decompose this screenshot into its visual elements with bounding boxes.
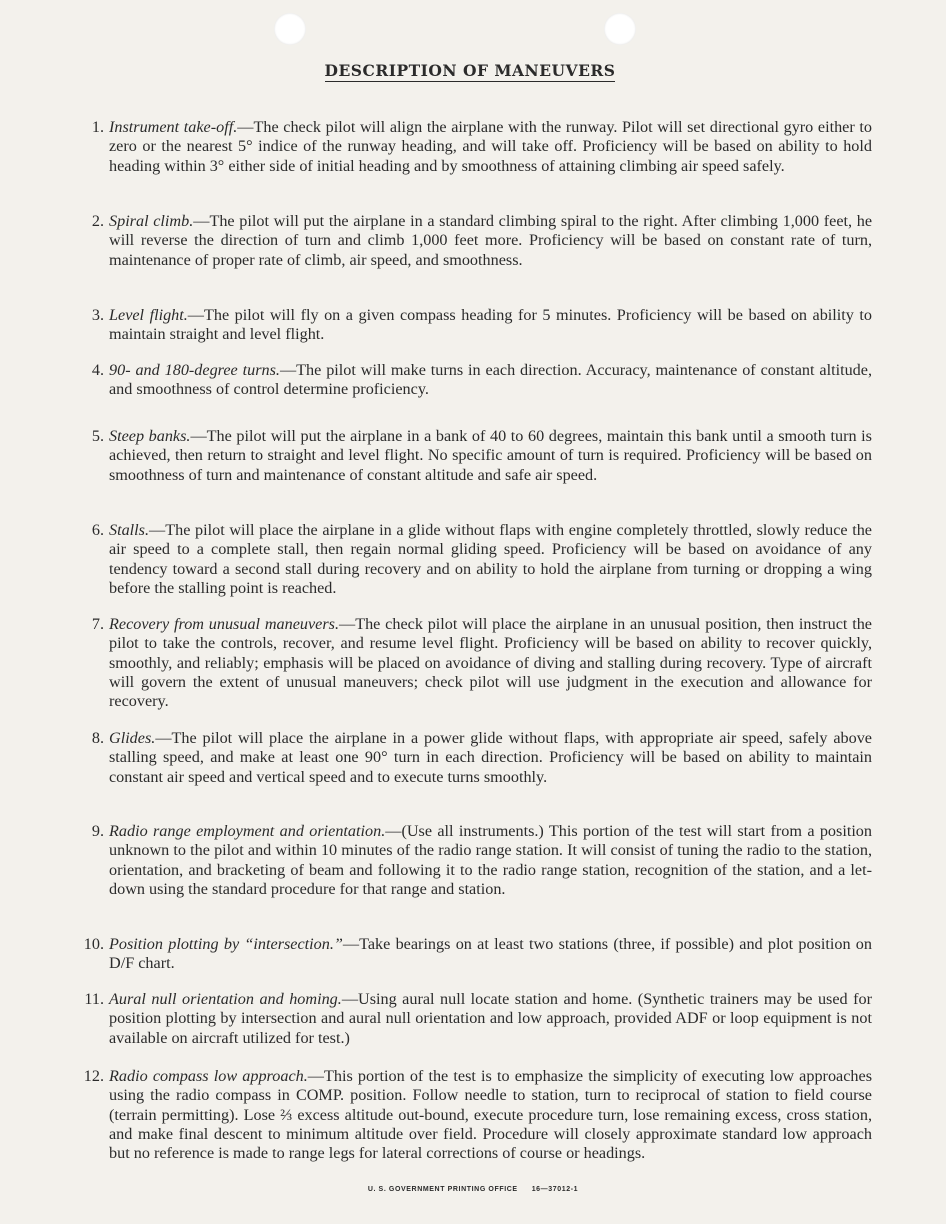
item-number: 3. [91, 306, 104, 324]
item-heading: Stalls. [109, 521, 150, 539]
item-heading: Recovery from unusual maneuvers. [109, 615, 340, 633]
item-heading: Instrument take-off. [109, 118, 238, 136]
item-number: 5. [91, 427, 104, 445]
item-number: 1. [91, 118, 104, 136]
item-number: 12. [83, 1067, 104, 1085]
item-heading: 90- and 180-degree turns. [109, 361, 280, 379]
printer-imprint [0, 1186, 946, 1193]
item-body: —The pilot will place the airplane in a power glide without flaps, with appropriate air speed, safely above stalling speed, and make at least one 90° turn in each direction. Proficiency will be based on ability to maintain constant air speed and vertical speed and to execute turns smoothly. [109, 729, 872, 786]
item-heading: Radio range employment and orientation. [109, 822, 386, 840]
item-body: —Using aural null locate station and home. (Synthetic trainers may be used for position plotting by intersection and aural null orientation and low approach, provided ADF or loop equipment is not available on aircraft utilized for test.) [109, 990, 872, 1047]
printer-name: U. S. GOVERNMENT PRINTING OFFICE [367, 1186, 518, 1193]
item-heading: Glides. [109, 729, 156, 747]
punch-hole-right [604, 13, 636, 45]
item-heading: Position plotting by “intersection.” [109, 935, 343, 953]
item-number: 11. [84, 990, 104, 1008]
maneuver-item [80, 361, 872, 400]
item-number: 2. [91, 212, 104, 230]
item-body: —The pilot will fly on a given compass heading for 5 minutes. Proficiency will be based on ability to maintain straight and level flight. [109, 306, 872, 344]
item-heading: Spiral climb. [109, 212, 194, 230]
item-body: —The pilot will make turns in each direction. Accuracy, maintenance of constant altitude, and smoothness of control determine proficiency. [109, 361, 872, 399]
maneuver-item [80, 990, 872, 1048]
item-heading: Radio compass low approach. [109, 1067, 308, 1085]
item-number: 7. [91, 615, 104, 633]
item-body: —The pilot will put the airplane in a bank of 40 to 60 degrees, maintain this bank until a smooth turn is achieved, then return to straight and level flight. No specific amount of turn is required. Proficiency will be based on smoothness of turn and maintenance of constant altitude and safe air speed. [109, 427, 872, 484]
item-heading: Steep banks. [109, 427, 191, 445]
item-number: 4. [91, 361, 104, 379]
maneuver-item [80, 521, 872, 598]
item-body: —Take bearings on at least two stations (three, if possible) and plot position on D/F chart. [109, 935, 872, 973]
maneuver-item [80, 427, 872, 485]
item-number: 9. [91, 822, 104, 840]
maneuver-item [80, 1067, 872, 1163]
maneuver-item [80, 615, 872, 711]
item-body: —The check pilot will place the airplane in an unusual position, then instruct the pilot to take the controls, recover, and resume level flight. Proficiency will be based on ability to recover quickly, smoothly, and reliably; emphasis will be placed on avoidance of diving and stalling during recovery. Type of aircraft will govern the extent of unusual maneuvers; check pilot will use judgment in the execution and allowance for recovery. [109, 615, 872, 711]
item-heading: Aural null orientation and homing. [109, 990, 342, 1008]
page-title: DESCRIPTION OF MANEUVERS [324, 61, 616, 80]
maneuver-item [80, 729, 872, 787]
maneuver-item [80, 306, 872, 345]
item-number: 6. [91, 521, 104, 539]
item-body: —The check pilot will align the airplane with the runway. Pilot will set directional gyro either to zero or the nearest 5° indice of the runway heading, and will take off. Proficiency will be based on ability to hold heading within 3° either side of initial heading and by smoothness of attaining climbing air speed safely. [109, 118, 872, 175]
item-body: —The pilot will place the airplane in a glide without flaps with engine completely throttled, slowly reduce the air speed to a complete stall, then regain normal gliding speed. Proficiency will be based on avoidance of any tendency toward a second stall during recovery and on ability to hold the airplane from turning or dropping a wing before the stalling point is reached. [109, 521, 872, 597]
maneuver-item [80, 118, 872, 176]
item-body: —The pilot will put the airplane in a standard climbing spiral to the right. After climbing 1,000 feet, he will reverse the direction of turn and climb 1,000 feet more. Proficiency will be based on constant rate of turn, maintenance of proper rate of climb, air speed, and smoothness. [109, 212, 873, 269]
maneuver-item [80, 212, 872, 270]
item-heading: Level flight. [109, 306, 188, 324]
item-body: —This portion of the test is to emphasize the simplicity of executing low approaches using the radio compass in COMP. position. Follow needle to station, turn to reciprocal of station to field course (terrain permitting). Lose ⅔ excess altitude out-bound, execute procedure turn, lose remaining excess, cross station, and make final descent to minimum altitude over field. Procedure will closely approximate standard low approach but no reference is made to range legs for lateral corrections of course or headings. [109, 1067, 872, 1163]
item-number: 10. [83, 935, 104, 953]
maneuver-item [80, 822, 872, 899]
punch-hole-left [274, 13, 306, 45]
item-number: 8. [91, 729, 104, 747]
item-body: —(Use all instruments.) This portion of the test will start from a position unknown to the pilot and within 10 minutes of the radio range station. It will consist of tuning the radio to the station, orientation, and bracketing of beam and following it to the radio range station, recognition of the station, and a let-down using the standard procedure for that range and station. [109, 822, 872, 898]
form-code: 16—37012-1 [531, 1186, 579, 1193]
maneuver-item [80, 935, 872, 974]
